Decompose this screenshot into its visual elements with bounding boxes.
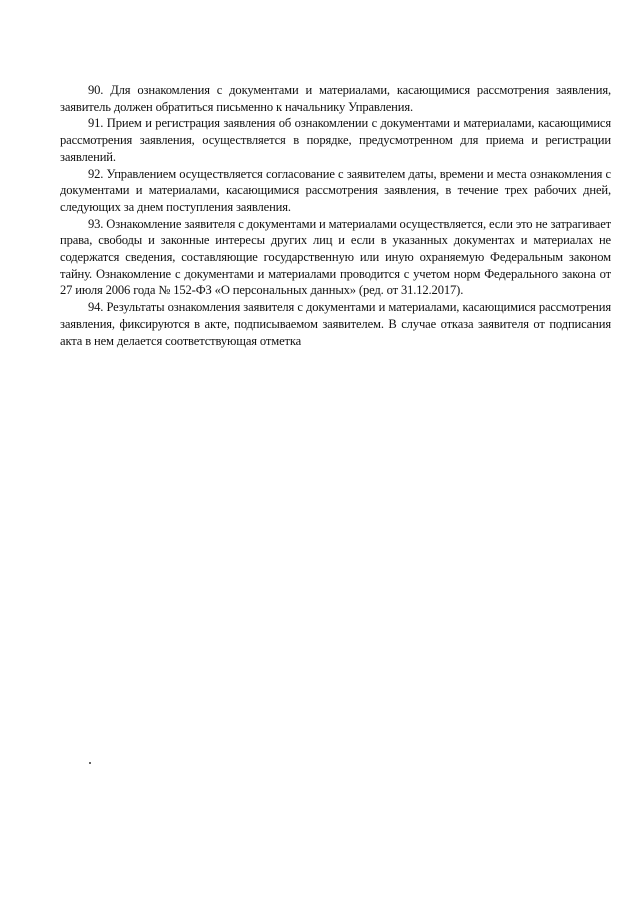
paragraph-90: 90. Для ознакомления с документами и материалами, касающимися рассмотрения заявления, заявитель должен обратиться письменно к начальнику Управления. (60, 83, 611, 114)
document-page (60, 82, 611, 349)
paragraph-94: 94. Результаты ознакомления заявителя с документами и материалами, касающимися рассмотрения заявления, фиксируются в акте, подписываемом заявителем. В случае отказа заявителя от подписания акта в нем делается соответствующая отметка (60, 300, 611, 348)
paragraph-92: 92. Управлением осуществляется согласование с заявителем даты, времени и места ознакомления с документами и материалами, касающимися рассмотрения заявления, в течение трех рабочих дней, следующих за днем поступления заявления. (60, 166, 611, 214)
stray-mark (89, 762, 91, 764)
paragraph-91: 91. Прием и регистрация заявления об ознакомлении с документами и материалами, касающимися рассмотрения заявления, осуществляется в порядке, предусмотренном для приема и регистрации заявлений. (60, 116, 611, 164)
paragraph-93: 93. Ознакомление заявителя с документами и материалами осуществляется, если это не затрагивает права, свободы и законные интересы других лиц и если в указанных документах и материалах не содержатся сведения, составляющие государственную или иную охраняемую Федеральным законом тайну. Ознакомление с документами и материалами проводится с учетом норм Федерального закона от 27 июля 2006 года № 152-ФЗ «О персональных данных» (ред. от 31.12.2017). (60, 216, 611, 298)
